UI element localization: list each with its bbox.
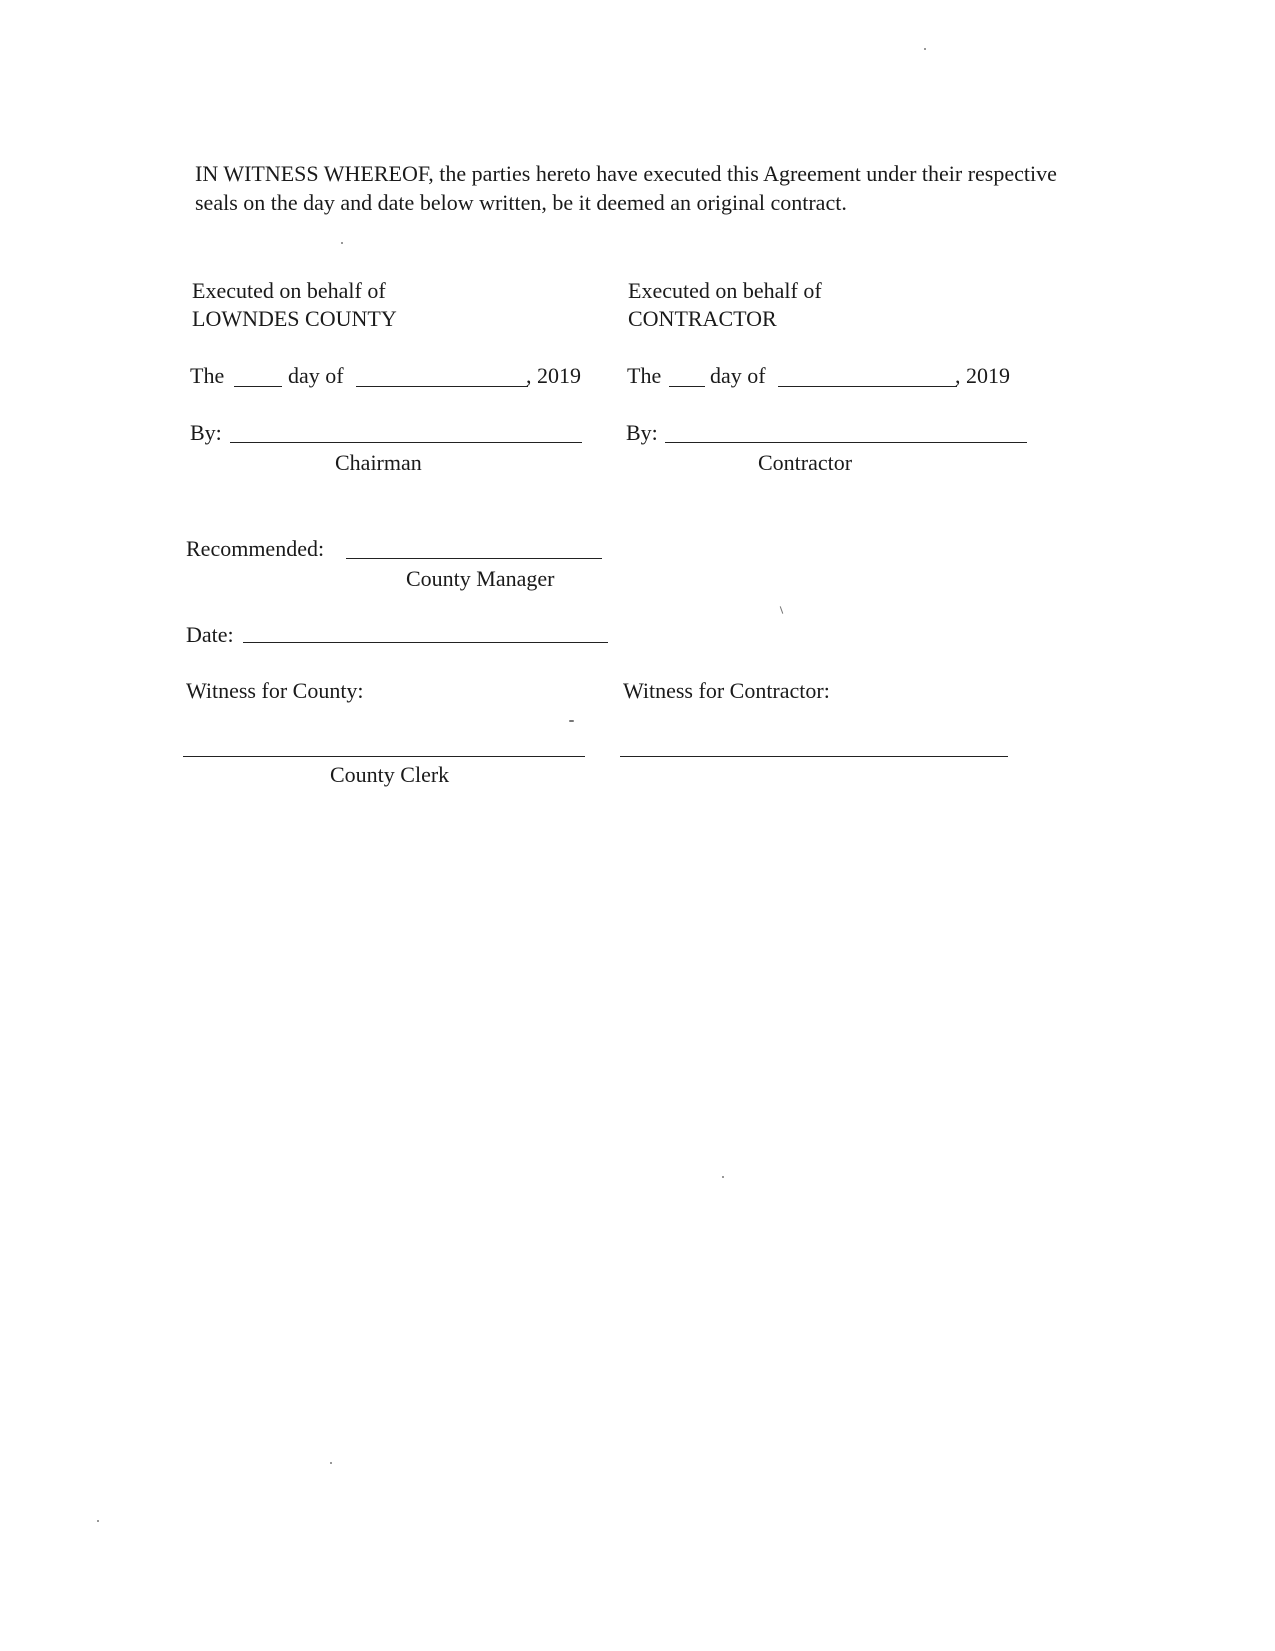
contractor-day-of-label: day of (710, 363, 766, 388)
county-day-line[interactable] (234, 386, 282, 387)
county-witness-line[interactable] (183, 756, 585, 757)
contractor-day-line[interactable] (669, 386, 705, 387)
contractor-by-label: By: (626, 420, 658, 445)
contractor-month-line[interactable] (778, 386, 957, 387)
contractor-witness-line[interactable] (620, 756, 1008, 757)
contractor-witness-label: Witness for Contractor: (623, 678, 830, 703)
scan-speck (97, 1520, 99, 1522)
county-day-of-label: day of (288, 363, 344, 388)
scan-speck (569, 720, 574, 722)
county-the-label: The (190, 363, 225, 388)
county-month-line[interactable] (356, 386, 528, 387)
county-witness-label: Witness for County: (186, 678, 364, 703)
contractor-year: , 2019 (955, 363, 1010, 388)
county-witness-title: County Clerk (330, 762, 450, 787)
county-signature-line[interactable] (230, 442, 582, 443)
contractor-signature-line[interactable] (665, 442, 1027, 443)
scan-speck (341, 242, 343, 244)
recommended-label: Recommended: (186, 536, 325, 561)
county-year: , 2019 (526, 363, 581, 388)
contractor-signer-title: Contractor (758, 450, 853, 475)
county-executed-label: Executed on behalf of (192, 278, 386, 303)
contractor-executed-label: Executed on behalf of (628, 278, 822, 303)
preamble-line-2: seals on the day and date below written, be it deemed an original contract. (195, 190, 847, 215)
scan-speck (780, 606, 784, 614)
contractor-the-label: The (627, 363, 662, 388)
contractor-party-name: CONTRACTOR (628, 306, 777, 331)
date-line[interactable] (243, 642, 608, 643)
county-by-label: By: (190, 420, 222, 445)
scan-speck (924, 48, 926, 50)
scan-speck (330, 1462, 332, 1464)
recommended-signature-line[interactable] (346, 558, 602, 559)
date-label: Date: (186, 622, 234, 647)
preamble-line-1: IN WITNESS WHEREOF, the parties hereto have executed this Agreement under their respective (195, 161, 1057, 186)
scan-speck (722, 1176, 724, 1178)
county-party-name: LOWNDES COUNTY (192, 306, 397, 331)
recommended-title: County Manager (406, 566, 555, 591)
county-signer-title: Chairman (335, 450, 422, 475)
